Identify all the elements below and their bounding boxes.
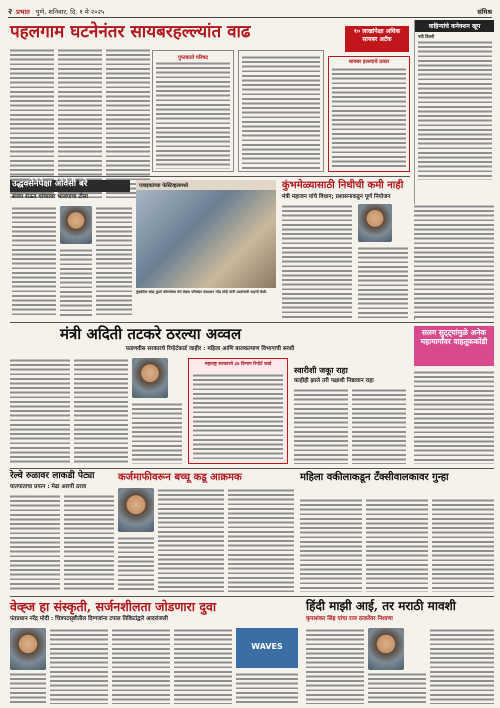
- story9-text-3: [432, 498, 494, 592]
- story3-text-3: [414, 204, 494, 318]
- story4-photo: [132, 358, 168, 398]
- story8-text-2: [228, 488, 294, 592]
- story3-photo: [358, 204, 392, 242]
- masthead-date: पुणे, शनिवार, दि. १ मे २०२५: [35, 8, 105, 16]
- story3-headline: कुंभमेळ्यासाठी निधीची कमी नाही: [282, 180, 404, 191]
- story2-subhead: संजय राऊत यांच्यावर भाजपाचा टोला: [12, 194, 88, 200]
- sidebar-text: [418, 40, 492, 180]
- story11-headline: हिंदी माझी आई, तर मराठी मावशी: [306, 599, 456, 613]
- story11-text: [306, 628, 364, 704]
- story10-photo: [10, 628, 46, 670]
- story11-photo: [368, 628, 404, 670]
- story11-text-3: [430, 628, 494, 704]
- divider: [10, 468, 494, 469]
- story4-table-rows: [193, 373, 283, 461]
- story9-headline: महिला वकीलाकडून टँक्सीवालकावर गुन्हा: [300, 472, 449, 483]
- story7-headline: रेल्वे रुळावर लाकडी पेट्या: [10, 471, 95, 481]
- story10-text: [50, 628, 108, 704]
- story2-text-2: [60, 248, 92, 318]
- lead-headline: पहलगाम घटनेनंतर सायबरहल्ल्यांत वाढ: [10, 22, 251, 42]
- story10-text-3: [174, 628, 232, 704]
- sidebar-subhead: नवी दिल्ली: [418, 34, 435, 39]
- story7-subhead: घातपाताचा प्रयत्न : मेढा आरपी ठराव: [10, 484, 87, 490]
- story3-subhead: मंत्री महाजन यांचे विधान; प्रशासनाकडून पूर्ण नियोजन: [282, 194, 391, 200]
- story8-photo: [118, 488, 154, 532]
- story5-headline: स्वारीशी जकूा राहा: [294, 365, 348, 375]
- story10-text-2: [112, 628, 170, 704]
- event-photo: [136, 190, 276, 288]
- divider: [10, 596, 494, 597]
- story8-text: [158, 488, 224, 592]
- lead-sidebar-text: [332, 67, 406, 169]
- story9-text-2: [366, 498, 428, 592]
- story6-headline: सलग सुट्ट्यांमुळे अनेक महामार्गांवर वाहतूककोंडी: [414, 326, 494, 366]
- lead-callout-box: १० लाखांपेक्षा अधिक सायबर अटॅक: [345, 26, 409, 52]
- sidebar-heading: वाहिन्यांचे कनेक्शन खूप: [415, 20, 494, 32]
- story2-text-3: [96, 206, 132, 318]
- story10-subhead: पंतप्रधान नरेंद्र मोदी : चित्रपटसृष्टीतील दिग्गजांना टपाल तिकिटांद्वारे आदरांजली: [10, 616, 168, 622]
- waves-logo: WAVES: [236, 628, 298, 668]
- lead-inset-text: [156, 61, 230, 169]
- lead-inset-box-2: [238, 50, 324, 172]
- story8-text-3: [118, 536, 154, 592]
- story5-text: [294, 388, 348, 464]
- story10-headline: वेव्ह्ज हा संस्कृती, सर्जनशीलता जोडणारा दुवा: [10, 599, 217, 614]
- story4-table-box: [188, 358, 288, 464]
- story3-text-2: [358, 246, 408, 318]
- masthead: [8, 6, 492, 18]
- story7-text-2: [64, 494, 114, 592]
- photo1-caption: मुंबईतील बांद्रा कुर्ला कॉम्प्लेक्स येथे वेव्ह्ज परिषदेत पंतप्रधान नरेंद्र मोदी यांनी प्रदर्शनाची पाहणी केली.: [136, 290, 268, 294]
- divider: [10, 176, 410, 177]
- story2-text: [12, 206, 56, 318]
- lead-inset-title: गुप्तवार्ता परिषद: [178, 55, 208, 61]
- story9-text: [300, 498, 362, 592]
- story2-photo: [60, 206, 92, 244]
- story10-text-5: [10, 672, 46, 704]
- story5-text-2: [352, 388, 406, 464]
- lead-inset-text-2: [242, 55, 320, 169]
- masthead-section: संमिश्र: [477, 8, 492, 16]
- lead-sidebar-box: [328, 56, 410, 172]
- story5-tagline: काहीही झाले तरी पक्षाशी निष्ठावान राहा: [294, 378, 374, 384]
- story3-text: [282, 204, 352, 318]
- masthead-brand: प्रभात: [16, 8, 30, 16]
- story4-text: [10, 358, 70, 464]
- story11-text-2: [368, 672, 426, 704]
- page-number: २: [8, 7, 13, 16]
- story8-headline: कर्जमाफीवरून बच्चू कडू आक्रमक: [118, 472, 242, 483]
- lead-sidebar-title: सायबर हल्ल्याचे प्रकार: [348, 59, 390, 65]
- story2-headline: उद्धवसेनेपेक्षा ओवेसी बरे: [12, 179, 88, 189]
- story6-text: [414, 370, 494, 464]
- story4-headline: मंत्री अदिती तटकरे ठरल्या अव्वल: [60, 325, 242, 343]
- story4-subhead: फडणवीस सरकारचे रिपोर्टकार्ड जाहीर : महिला आणि बालकल्याण विभागाची सरशी: [125, 346, 295, 352]
- divider: [10, 322, 494, 323]
- story10-text-4: [236, 672, 298, 704]
- story11-subhead: कृपाशंकर सिंह यांचा राज ठाकरेंवर निशाणा: [306, 616, 393, 622]
- story7-text: [10, 494, 60, 592]
- photo1-banner: पत्राइकांच्या फेस्टिव्हलमध्ये: [136, 180, 276, 190]
- story4-text-2: [74, 358, 128, 464]
- lead-inset-box: [152, 50, 234, 172]
- story4-text-3: [132, 402, 182, 464]
- story4-table-title: महाराष्ट्र सरकारचे ३७ विभाग रिपोर्ट कार्ड: [204, 362, 272, 367]
